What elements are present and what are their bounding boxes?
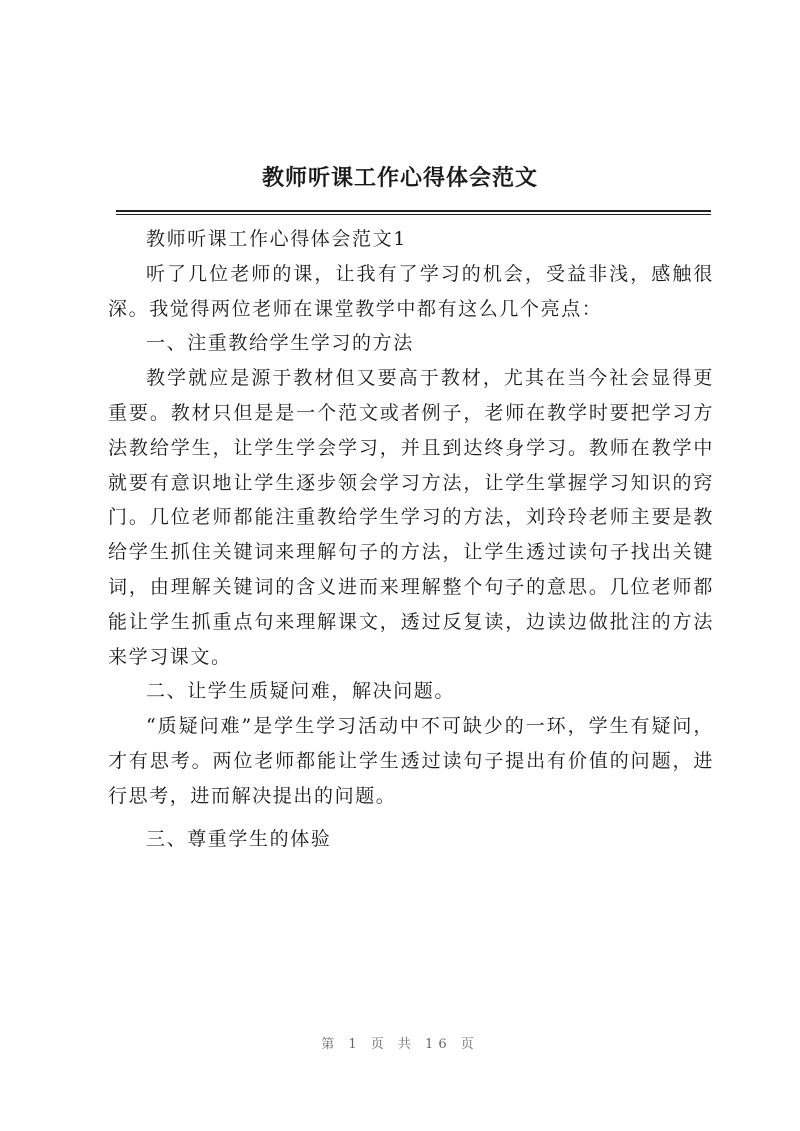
section-heading-2: 二、让学生质疑问难，解决问题。 <box>146 680 456 703</box>
paragraph: 教学就应是源于教材但又要高于教材，尤其在当今社会显得更重要。教材只但是是一个范文或者例子，老师在教学时要把学习方法教给学生，让学生学会学习，并且到达终身学习。教师在教学中就要有意识地让学生逐步领会学习方法，让学生掌握学习知识的窍门。几位老师都能注重教给学生学习的方法，刘玲玲老师主要是教给学生抓住关键词来理解句子的方法，让学生透过读句子找出关键词，由理解关键词的含义进而来理解整个句子的意思。几位老师都能让学生抓重点句来理解课文，透过反复读，边读边做批注的方法来学习课文。 <box>108 367 714 668</box>
section-heading-3: 三、尊重学生的体验 <box>146 827 332 850</box>
paragraph: “质疑问难”是学生学习活动中不可缺少的一环，学生有疑问，才有思考。两位老师都能让学生透过读句子提出有价值的问题，进行思考，进而解决提出的问题。 <box>108 715 714 807</box>
page-number: 第 1 页 共 16 页 <box>321 1037 479 1052</box>
section-heading-1: 一、注重教给学生学习的方法 <box>146 332 414 355</box>
document-title: 教师听课工作心得体会范文 <box>261 165 538 191</box>
title-underline <box>116 210 711 212</box>
document-body <box>108 222 714 856</box>
paragraph-heading-1: 教师听课工作心得体会范文1 <box>146 228 407 250</box>
paragraph: 听了几位老师的课，让我有了学习的机会，受益非浅，感触很深。我觉得两位老师在课堂教学中都有这么几个亮点： <box>108 262 714 320</box>
